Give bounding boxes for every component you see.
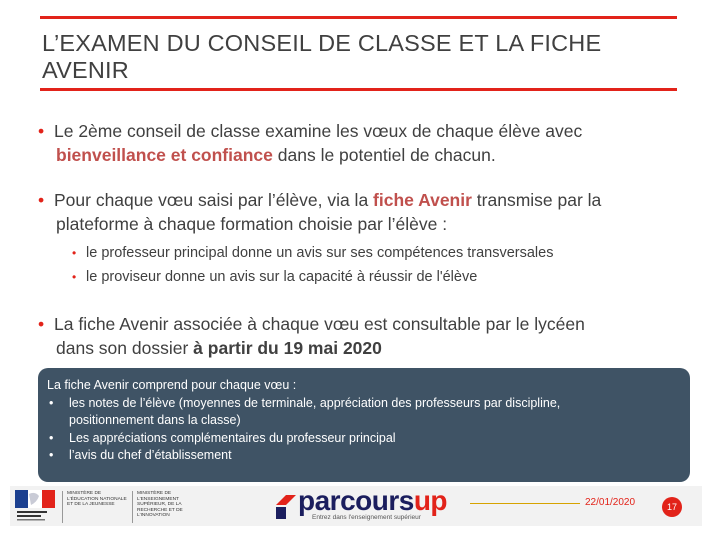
parcoursup-logo	[274, 485, 448, 524]
info-box-item-text: Les appréciations complémentaires du professeur principal	[69, 430, 396, 445]
parcoursup-wordmark: parcoursup	[298, 485, 448, 516]
bullet-2-highlight: fiche Avenir	[373, 190, 472, 210]
footer-divider	[470, 503, 580, 504]
bullet-dot-icon: •	[49, 430, 54, 445]
page-number-badge: 17	[662, 497, 682, 517]
bullet-dot-icon: •	[49, 448, 54, 462]
bullet-dot-icon: •	[38, 314, 45, 334]
info-box-item-continuation: positionnement dans la classe)	[69, 413, 241, 427]
bullet-dot-icon: •	[38, 121, 45, 141]
bullet-1-text: Le 2ème conseil de classe examine les vœux de chaque élève avec	[54, 121, 583, 141]
bullet-2-text: Pour chaque vœu saisi par l’élève, via la	[54, 190, 374, 210]
bullet-3-text: La fiche Avenir associée à chaque vœu est consultable par le lycéen	[54, 314, 585, 334]
info-box-heading: La fiche Avenir comprend pour chaque vœu :	[47, 378, 297, 392]
sub-bullet-dot-icon: •	[72, 246, 77, 260]
sub-bullet-2-text: le proviseur donne un avis sur la capacité à réussir de l'élève	[86, 269, 478, 285]
info-box-item	[47, 395, 682, 413]
title-rule-bottom	[40, 88, 677, 91]
title-rule-top	[40, 16, 677, 19]
info-box-item	[47, 430, 682, 448]
bullet-dot-icon: •	[38, 190, 45, 210]
info-box-item-text: l’avis du chef d’établissement	[69, 448, 232, 462]
info-box-item	[47, 447, 682, 465]
bullet-1-highlight: bienveillance et confiance	[56, 145, 273, 165]
sub-bullet-1-text: le professeur principal donne un avis sur ses compétences transversales	[86, 245, 554, 261]
info-box-item-text: les notes de l’élève (moyennes de terminale, appréciation des professeurs par discipline,	[69, 395, 561, 410]
bullet-2-text-mid: transmise par la	[471, 190, 602, 210]
bullet-1	[38, 119, 678, 167]
parcoursup-arrow-icon	[274, 491, 298, 521]
bullet-3-text-line2: dans son dossier	[56, 338, 194, 358]
bullet-2	[38, 188, 698, 236]
parcoursup-tagline: Entrez dans l'enseignement supérieur	[312, 514, 421, 521]
bullet-dot-icon: •	[49, 395, 54, 410]
footer-date: 22/01/2020	[585, 497, 636, 508]
ministry-research-label: MINISTÈRE DE L'ENSEIGNEMENT SUPÉRIEUR, DE LA RECHERCHE ET DE L'INNOVATION	[132, 491, 197, 523]
sub-bullet-2	[72, 268, 477, 286]
slide-title: L’EXAMEN DU CONSEIL DE CLASSE ET LA FICHE AVENIR	[42, 30, 602, 83]
info-box	[38, 368, 690, 482]
bullet-3	[38, 312, 678, 360]
bullet-2-text-line2: plateforme à chaque formation choisie par l’élève :	[56, 214, 448, 234]
bullet-1-text-end: dans le potentiel de chacun.	[272, 145, 496, 165]
sub-bullet-dot-icon: •	[72, 270, 77, 284]
sub-bullet-1	[72, 244, 553, 262]
bullet-3-date: à partir du 19 mai 2020	[193, 338, 382, 358]
ministry-education-label: MINISTÈRE DE L'ÉDUCATION NATIONALE ET DE LA JEUNESSE	[62, 491, 127, 523]
republique-francaise-logo-icon	[15, 490, 55, 523]
